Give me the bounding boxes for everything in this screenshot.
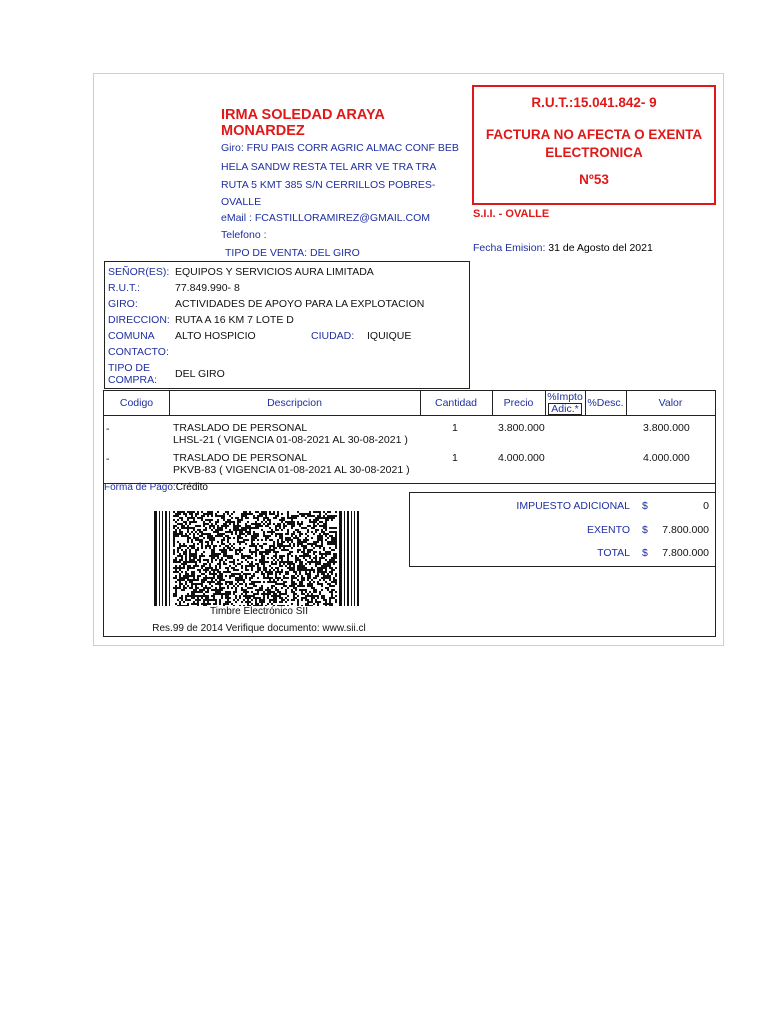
payment-label: Forma de Pago: — [104, 482, 176, 493]
issuer-giro-line-2: HELA SANDW RESTA TEL ARR VE TRA TRA — [221, 161, 437, 173]
row2-precio: 4.000.000 — [498, 452, 545, 464]
col-precio: Precio — [492, 391, 546, 415]
ciudad-value: IQUIQUE — [367, 330, 412, 342]
total-symbol-exento: $ — [642, 524, 648, 536]
totals-box — [409, 492, 716, 567]
issuer-address-line-1: RUTA 5 KMT 385 S/N CERRILLOS POBRES- — [221, 179, 436, 191]
items-table — [103, 390, 716, 484]
issuer-name: IRMA SOLEDAD ARAYA MONARDEZ — [221, 107, 385, 139]
direccion-value: RUTA A 16 KM 7 LOTE D — [175, 314, 294, 326]
issue-date-label: Fecha Emision: — [473, 242, 546, 254]
table-header — [104, 391, 715, 416]
col-cantidad: Cantidad — [420, 391, 493, 415]
senores-label: SEÑOR(ES): — [108, 266, 170, 278]
issuer-phone: Telefono : — [221, 229, 267, 241]
direccion-label: DIRECCION: — [108, 314, 170, 326]
giro-value: ACTIVIDADES DE APOYO PARA LA EXPLOTACION — [175, 298, 425, 310]
contacto-label: CONTACTO: — [108, 346, 169, 358]
row1-desc-2: LHSL-21 ( VIGENCIA 01-08-2021 AL 30-08-2021 ) — [173, 434, 408, 446]
row2-cantidad: 1 — [452, 452, 458, 464]
row1-codigo: - — [106, 423, 110, 435]
comuna-value: ALTO HOSPICIO — [175, 330, 256, 342]
row2-desc-2: PKVB-83 ( VIGENCIA 01-08-2021 AL 30-08-2021 ) — [173, 464, 410, 476]
total-label-exento: EXENTO — [587, 524, 630, 536]
senores-value: EQUIPOS Y SERVICIOS AURA LIMITADA — [175, 266, 374, 278]
col-impto-line-2: Adic.* — [548, 403, 582, 415]
rut-value: 77.849.990- 8 — [175, 282, 240, 294]
document-id-box — [472, 85, 716, 205]
issuer-sale-type: TIPO DE VENTA: DEL GIRO — [225, 247, 360, 259]
row1-desc-1: TRASLADO DE PERSONAL — [173, 422, 308, 434]
issue-date — [473, 242, 653, 254]
giro-label: GIRO: — [108, 298, 138, 310]
row2-desc-1: TRASLADO DE PERSONAL — [173, 452, 308, 464]
invoice-page — [93, 73, 724, 646]
row1-valor: 3.800.000 — [643, 422, 690, 434]
rut-label: R.U.T.: — [108, 282, 141, 294]
row2-codigo: - — [106, 453, 110, 465]
row2-valor: 4.000.000 — [643, 452, 690, 464]
stamp-resolution: Res.99 de 2014 Verifique documento: www.sii.cl — [152, 623, 366, 634]
issue-date-value: 31 de Agosto del 2021 — [548, 242, 653, 254]
issuer-address-line-2: OVALLE — [221, 196, 262, 208]
sii-office: S.I.I. - OVALLE — [473, 208, 550, 220]
payment-value: Crédito — [175, 482, 208, 493]
col-descripcion: Descripcion — [169, 391, 421, 415]
total-symbol-total: $ — [642, 547, 648, 559]
issuer-giro-line-1: Giro: FRU PAIS CORR AGRIC ALMAC CONF BEB — [221, 142, 459, 154]
customer-box — [104, 261, 470, 389]
total-label-impuesto: IMPUESTO ADICIONAL — [516, 500, 630, 512]
col-codigo: Codigo — [104, 391, 170, 415]
document-title: FACTURA NO AFECTA O EXENTA ELECTRONICA — [485, 127, 703, 160]
sii-stamp-barcode-icon — [154, 511, 359, 606]
issuer-email: eMail : FCASTILLORAMIREZ@GMAIL.COM — [221, 212, 431, 224]
row1-precio: 3.800.000 — [498, 422, 545, 434]
total-value-exento: 7.800.000 — [662, 524, 709, 536]
total-value-impuesto: 0 — [703, 500, 709, 512]
total-label-total: TOTAL — [597, 547, 630, 559]
col-desc: %Desc. — [585, 391, 627, 415]
document-rut: R.U.T.:15.041.842- 9 — [531, 95, 657, 110]
total-value-total: 7.800.000 — [662, 547, 709, 559]
col-impto — [545, 391, 586, 415]
tipo-compra-label-1: TIPO DE — [108, 362, 151, 374]
total-symbol-impuesto: $ — [642, 500, 648, 512]
comuna-label: COMUNA — [108, 330, 155, 342]
tipo-compra-value: DEL GIRO — [175, 368, 225, 380]
ciudad-label: CIUDAD: — [311, 330, 355, 342]
tipo-compra-label-2: COMPRA: — [108, 374, 158, 386]
payment — [104, 482, 208, 493]
stamp-caption: Timbre Electrónico SII — [210, 606, 308, 617]
document-number: Nº53 — [579, 172, 609, 187]
col-impto-line-1: %Impto — [547, 391, 583, 403]
col-valor: Valor — [658, 397, 683, 409]
row1-cantidad: 1 — [452, 422, 458, 434]
